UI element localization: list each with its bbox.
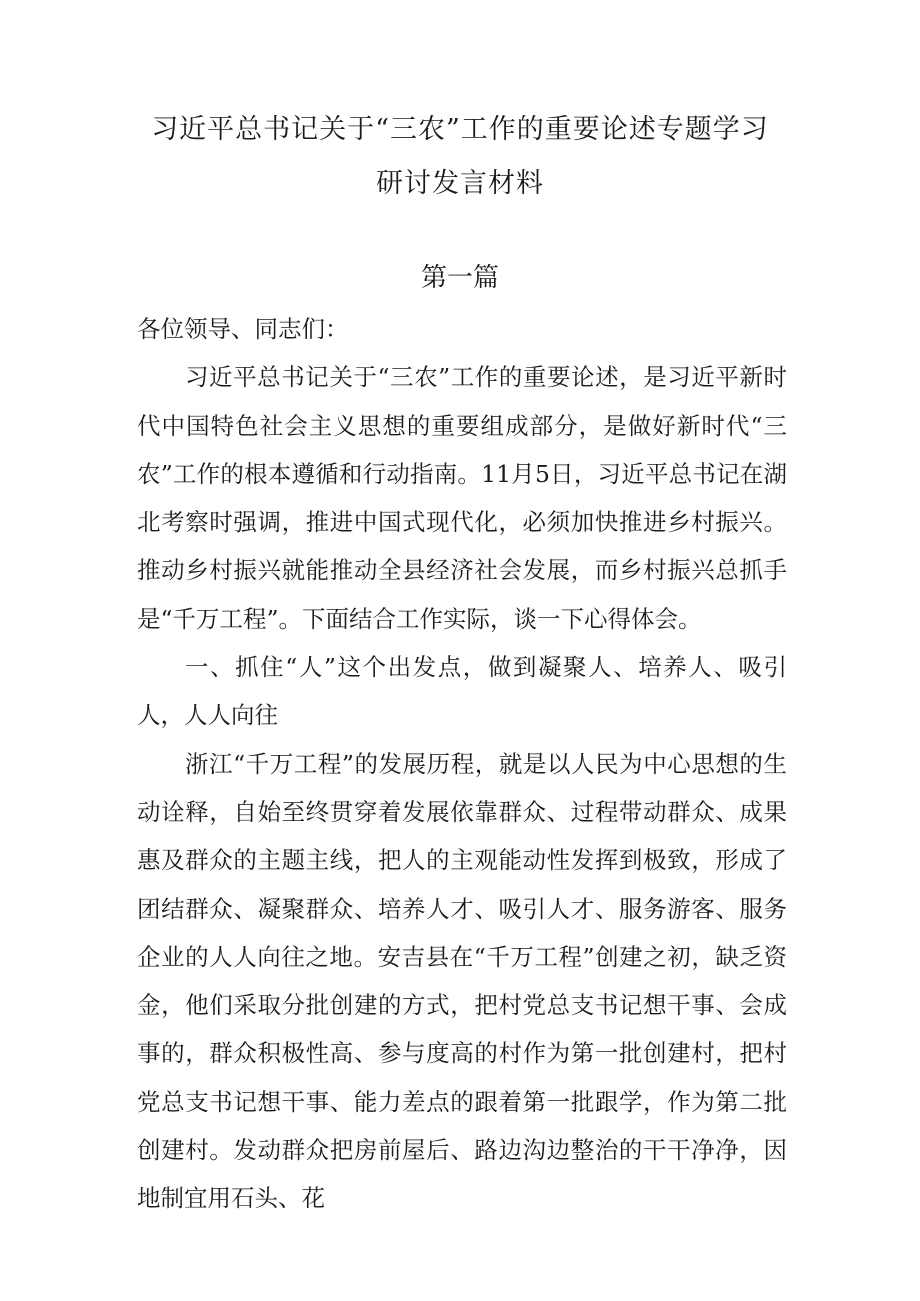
paragraph-intro: 习近平总书记关于“三农”工作的重要论述，是习近平新时代中国特色社会主义思想的重要组成部分，是做好新时代“三农”工作的根本遵循和行动指南。11月5日，习近平总书记在湖北考察时强调，推进中国式现代化，必须加快推进乡村振兴。推动乡村振兴就能推动全县经济社会发展，而乡村振兴总抓手是“千万工程”。下面结合工作实际，谈一下心得体会。 — [137, 363, 787, 633]
section-heading: 第一篇 — [420, 263, 499, 293]
paragraph-heading-one: 一、抓住“人”这个出发点，做到凝聚人、培养人、吸引人，人人向往 — [137, 653, 787, 730]
document-body — [137, 305, 787, 1223]
salutation: 各位领导、同志们： — [137, 315, 349, 343]
document-title-line2: 研讨发言材料 — [376, 168, 544, 199]
document-title-line1: 习近平总书记关于“三农”工作的重要论述专题学习 — [151, 114, 769, 145]
paragraph-zhejiang: 浙江“千万工程”的发展历程，就是以人民为中心思想的生动诠释，自始至终贯穿着发展依靠群众、过程带动群众、成果惠及群众的主题主线，把人的主观能动性发挥到极致，形成了团结群众、凝聚群众、培养人才、吸引人才、服务游客、服务企业的人人向往之地。安吉县在“千万工程”创建之初，缺乏资金，他们采取分批创建的方式，把村党总支书记想干事、会成事的，群众积极性高、参与度高的村作为第一批创建村，把村党总支书记想干事、能力差点的跟着第一批跟学，作为第二批创建村。发动群众把房前屋后、路边沟边整治的干干净净，因地制宜用石头、花 — [137, 749, 787, 1213]
